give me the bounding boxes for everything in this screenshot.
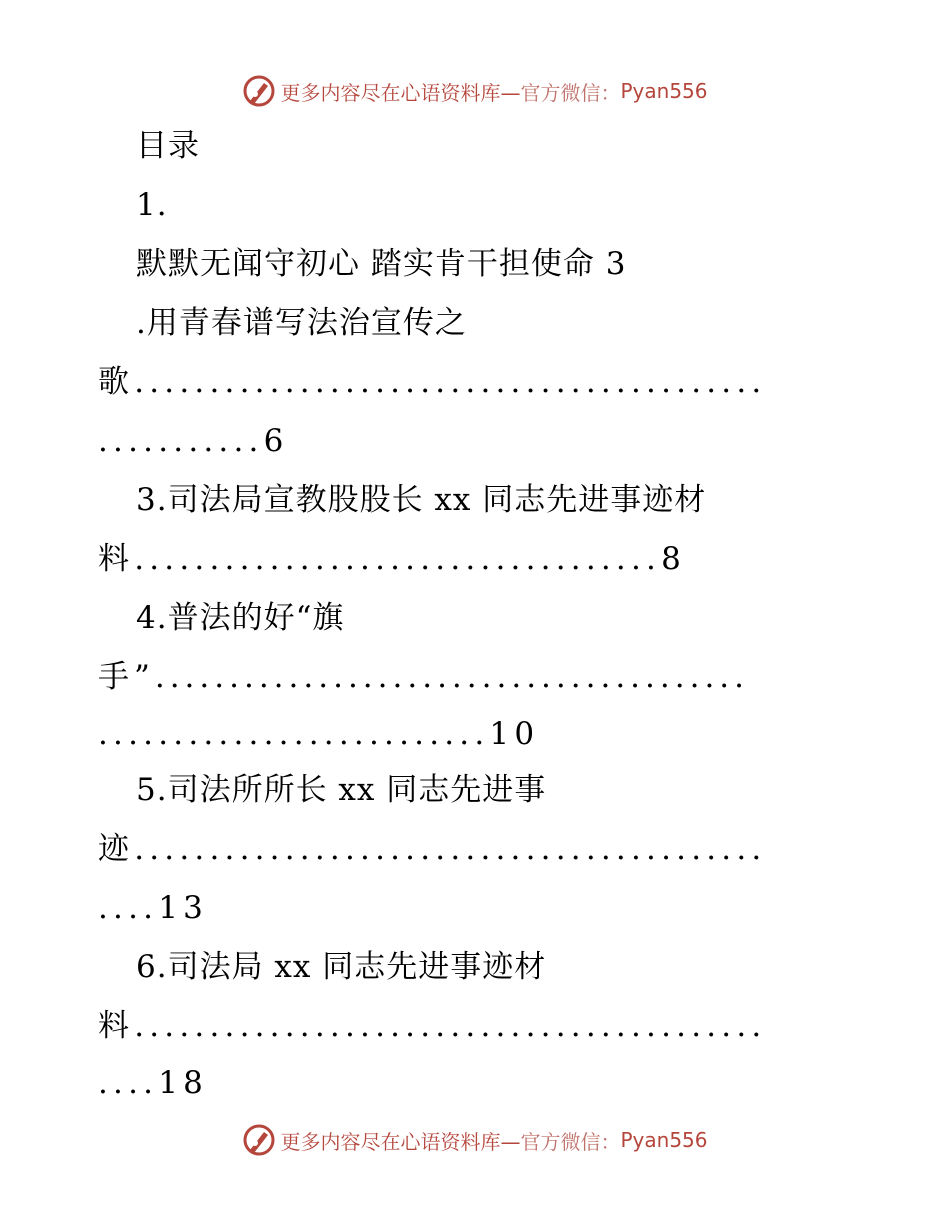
toc-line-14: 6.司法局 xx 同志先进事迹材 bbox=[136, 949, 547, 985]
toc-line-1: 1. bbox=[136, 187, 168, 223]
toc-title: 目录 bbox=[136, 128, 200, 164]
toc-line-4: 歌.......................................... bbox=[98, 364, 767, 400]
banner-text: 更多内容尽在心语资料库— bbox=[280, 1129, 521, 1154]
banner-handle: Pyan556 bbox=[620, 79, 708, 103]
toc-line-5: ...........6 bbox=[98, 423, 289, 459]
toc-line-12: 迹.......................................... bbox=[98, 831, 767, 867]
banner-wechat-label: 官方微信： bbox=[520, 80, 621, 105]
banner-text: 更多内容尽在心语资料库— bbox=[280, 80, 521, 105]
toc-line-8: 4.普法的好“旗 bbox=[136, 600, 345, 636]
header-banner bbox=[0, 71, 950, 111]
toc-line-3: .用青春谱写法治宣传之 bbox=[136, 305, 467, 341]
toc-line-10: ..........................10 bbox=[98, 716, 540, 752]
toc-line-16: ....18 bbox=[98, 1065, 209, 1101]
toc-line-2: 默默无闻守初心 踏实肯干担使命 3 bbox=[136, 246, 627, 282]
banner-handle: Pyan556 bbox=[620, 1128, 708, 1152]
toc-line-6: 3.司法局宣教股股长 xx 同志先进事迹材 bbox=[136, 482, 707, 518]
toc-line-15: 料.......................................... bbox=[98, 1008, 767, 1044]
banner-wechat-label: 官方微信： bbox=[520, 1129, 621, 1154]
toc-line-13: ....13 bbox=[98, 890, 209, 926]
pen-logo-icon bbox=[242, 1123, 276, 1157]
footer-banner bbox=[0, 1120, 950, 1160]
pen-logo-icon bbox=[242, 74, 276, 108]
toc-line-7: 料...................................8 bbox=[98, 541, 687, 577]
toc-line-11: 5.司法所所长 xx 同志先进事 bbox=[136, 772, 547, 808]
toc-line-9: 手”........................................ bbox=[98, 659, 750, 695]
